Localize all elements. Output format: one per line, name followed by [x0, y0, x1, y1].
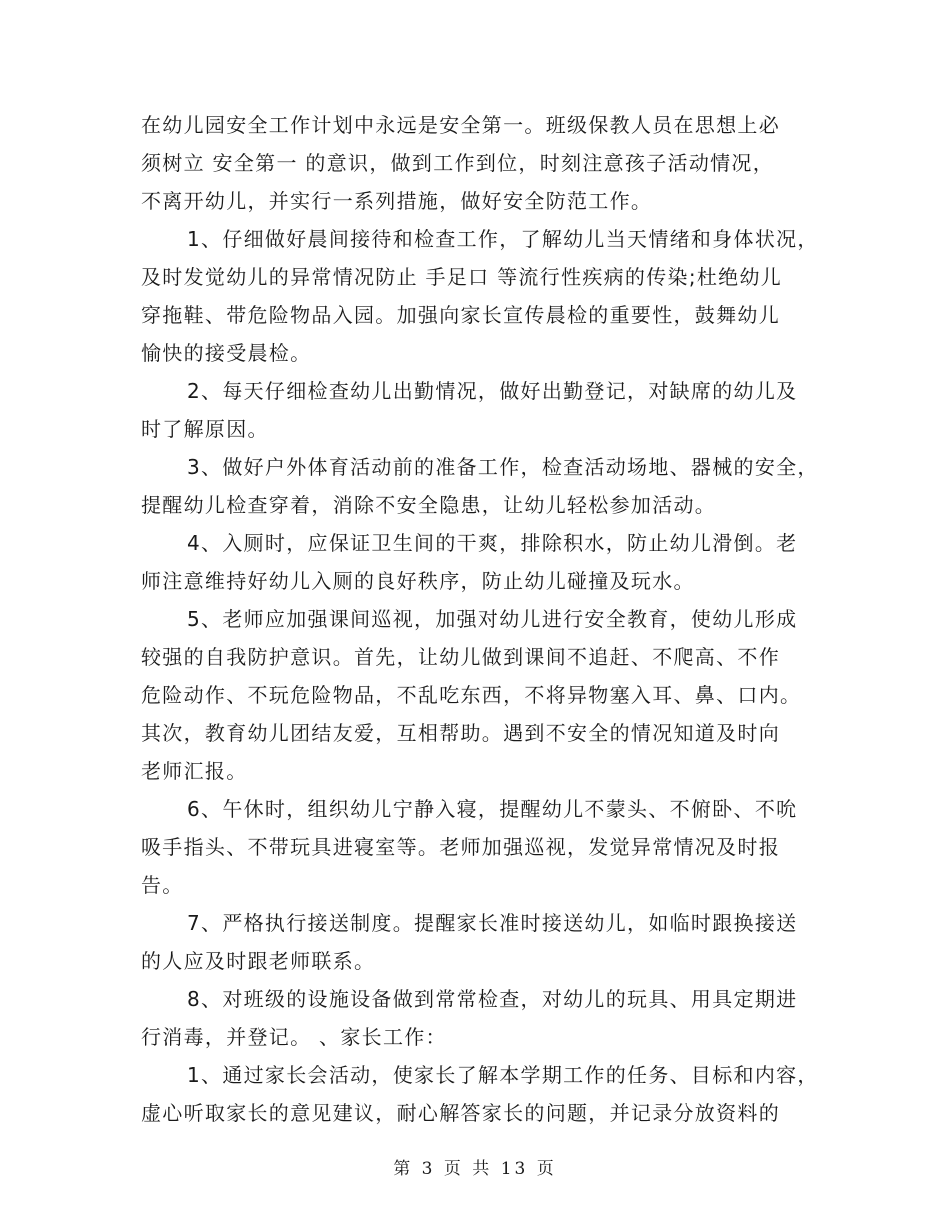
text-line: 1、通过家长会活动，使家长了解本学期工作的任务、目标和内容，: [187, 1063, 819, 1087]
text-line: 1、仔细做好晨间接待和检查工作，了解幼儿当天情绪和身体状况，: [187, 227, 819, 251]
text-line: 的人应及时跟老师联系。: [141, 949, 376, 973]
text-line: 6、午休时，组织幼儿宁静入寝，提醒幼儿不蒙头、不俯卧、不吮: [187, 797, 798, 821]
text-line: 虚心听取家长的意见建议，耐心解答家长的问题，并记录分放资料的: [141, 1101, 780, 1125]
text-line: 时了解原因。: [141, 417, 269, 441]
text-line: 较强的自我防护意识。首先，让幼儿做到课间不追赶、不爬高、不作: [141, 645, 780, 669]
text-line: 8、对班级的设施设备做到常常检查，对幼儿的玩具、用具定期进: [187, 987, 798, 1011]
text-line: 师注意维持好幼儿入厕的良好秩序，防止幼儿碰撞及玩水。: [141, 569, 695, 593]
text-line: 穿拖鞋、带危险物品入园。加强向家长宣传晨检的重要性，鼓舞幼儿: [141, 303, 780, 327]
text-line: 在幼儿园安全工作计划中永远是安全第一。班级保教人员在思想上必: [141, 113, 780, 137]
text-line: 愉快的接受晨检。: [141, 341, 312, 365]
text-line: 其次，教育幼儿团结友爱，互相帮助。遇到不安全的情况知道及时向: [141, 721, 780, 745]
text-line: 不离开幼儿，并实行一系列措施，做好安全防范工作。: [141, 189, 653, 213]
text-line: 4、入厕时，应保证卫生间的干爽，排除积水，防止幼儿滑倒。老: [187, 531, 798, 555]
text-line: 吸手指头、不带玩具进寝室等。老师加强巡视，发觉异常情况及时报: [141, 835, 780, 859]
text-line: 2、每天仔细检查幼儿出勤情况，做好出勤登记，对缺席的幼儿及: [187, 379, 798, 403]
text-line: 7、严格执行接送制度。提醒家长准时接送幼儿，如临时跟换接送: [187, 911, 798, 935]
text-line: 5、老师应加强课间巡视，加强对幼儿进行安全教育，使幼儿形成: [187, 607, 798, 631]
text-line: 行消毒，并登记。 、家长工作：: [141, 1025, 447, 1049]
text-line: 及时发觉幼儿的异常情况防止 手足口 等流行性疾病的传染;杜绝幼儿: [141, 265, 783, 289]
text-line: 提醒幼儿检查穿着，消除不安全隐患，让幼儿轻松参加活动。: [141, 493, 717, 517]
page-number-footer: 第 3 页 共 13 页: [393, 1159, 557, 1179]
text-line: 3、做好户外体育活动前的准备工作，检查活动场地、器械的安全，: [187, 455, 819, 479]
text-line: 须树立 安全第一 的意识，做到工作到位，时刻注意孩子活动情况，: [141, 151, 775, 175]
text-line: 危险动作、不玩危险物品，不乱吃东西，不将异物塞入耳、鼻、口内。: [141, 683, 802, 707]
text-line: 告。: [141, 873, 184, 897]
text-line: 老师汇报。: [141, 759, 248, 783]
